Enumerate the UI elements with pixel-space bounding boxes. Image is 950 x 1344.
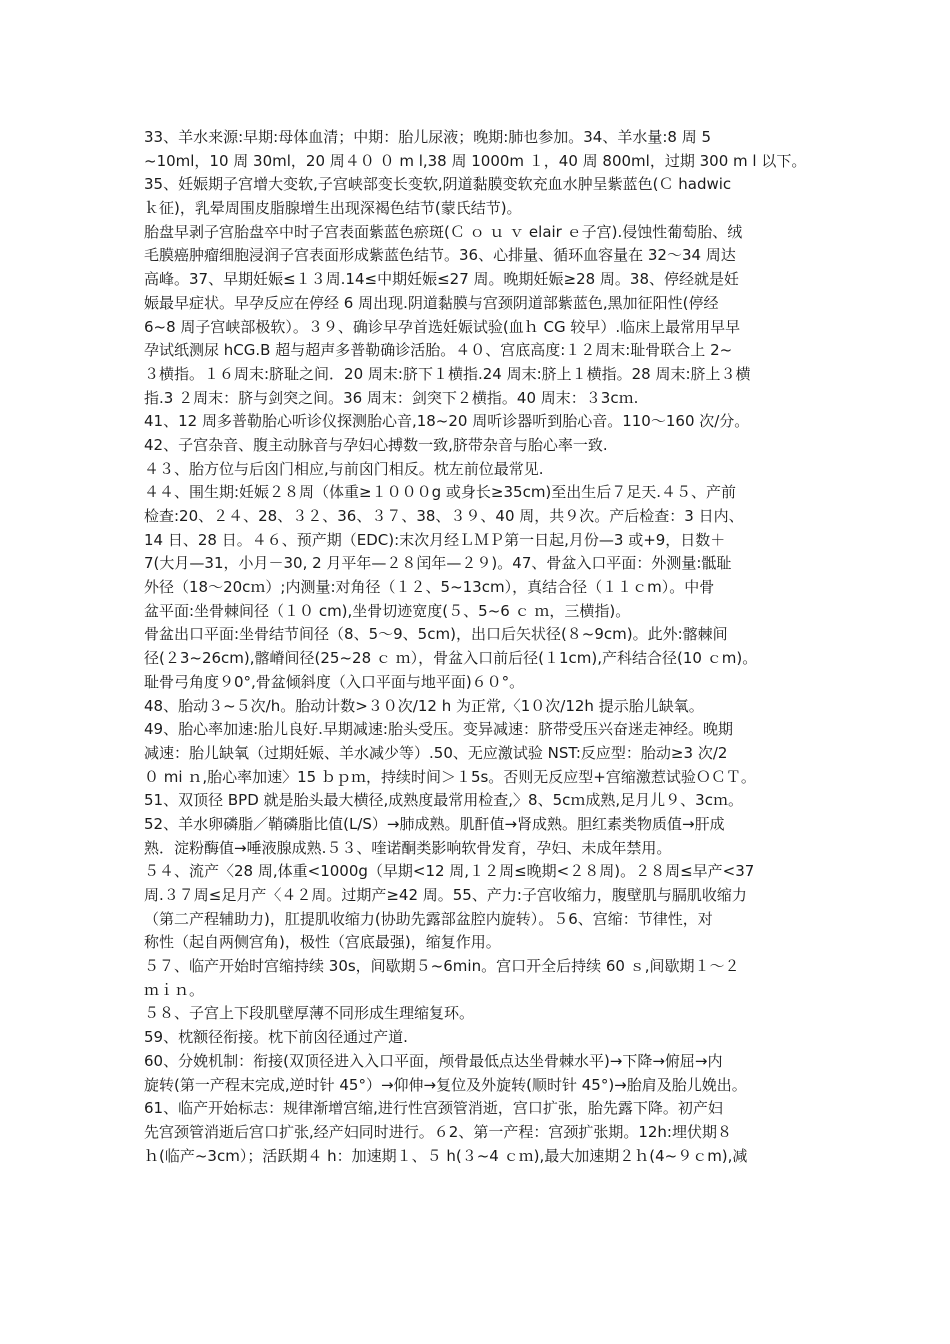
- text-line: 周.３７周≤足月产〈４２周。过期产≥42 周。55、产力:子宫收缩力，腹壁肌与膈肌收缩力: [144, 886, 747, 904]
- text-line: 41、12 周多普勒胎心听诊仪探测胎心音,18~20 周听诊器听到胎心音。110～160 次/分。: [144, 412, 750, 431]
- text-line: 59、枕额径衔接。枕下前囟径通过产道.: [144, 1028, 408, 1047]
- text-line: 骨盆出口平面:坐骨结节间径（8、5～9、5cm)，出口后矢状径(８~9cm)。此外:髂棘间: [144, 625, 728, 644]
- text-line: 娠最早症状。早孕反应在停经 6 周出现.阴道黏膜与宫颈阴道部紫蓝色,黑加征阳性(停经: [144, 293, 719, 312]
- text-line: 耻骨弓角度９0°,骨盆倾斜度（入口平面与地平面)６０°。: [144, 672, 525, 691]
- text-line: 33、羊水来源:早期:母体血清；中期：胎儿尿液；晚期:肺也参加。34、羊水量:8 周 5: [144, 128, 712, 146]
- text-line: 孕试纸测尿 hCG.B 超与超声多普勒确诊活胎。４０、宫底高度:１２周末:耻骨联合上 2~: [144, 341, 733, 360]
- text-line: ３横指。１６周末:脐耻之间．20 周末:脐下１横指.24 周末:脐上１横指。28 周末:脐上３横: [144, 364, 751, 383]
- text-line: ５８、子宫上下段肌壁厚薄不同形成生理缩复环。: [144, 1004, 475, 1023]
- text-line: 指.3 ２周末：脐与剑突之间。36 周末：剑突下２横指。40 周末：３3cｍ.: [144, 388, 639, 407]
- text-line: ４４、围生期:妊娠２８周（体重≥１０００g 或身长≥35cm)至出生后７足天.４５、产前: [144, 483, 737, 502]
- text-line: ４３、胎方位与后囟门相应,与前囟门相反。枕左前位最常见.: [144, 459, 544, 478]
- text-line: ０ mi ｎ,胎心率加速〉15 ｂｐｍ，持续时间＞１5s。否则无反应型+宫缩激惹试验ＯＣＴ。: [144, 767, 756, 786]
- text-line: 检查:20、２４、28、３２、36、３７、38、３９、40 周，共９次。产后检查：3 日内、: [144, 507, 744, 525]
- text-line: 称性（起自两侧宫角)，极性（宫底最强)，缩复作用。: [144, 933, 501, 952]
- text-line: 先宫颈管消逝后宫口扩张,经产妇同时进行。６2、第一产程：宫颈扩张期。12h:埋伏期８: [144, 1122, 732, 1141]
- text-line: 61、临产开始标志：规律渐增宫缩,进行性宫颈管消逝，宫口扩张，胎先露下降。初产妇: [144, 1099, 723, 1118]
- text-line: 高峰。37、早期妊娠≤１３周.14≤中期妊娠≤27 周。晚期妊娠≥28 周。38、停经就是妊: [144, 270, 740, 289]
- text-line: ５７、临产开始时宫缩持续 30s，间歇期５~6min。宫口开全后持续 60 ｓ,间歇期１～２: [144, 957, 740, 976]
- text-line: 旋转(第一产程末完成,逆时针 45°）→仰伸→复位及外旋转(顺时针 45°)→胎肩及胎儿娩出。: [144, 1075, 747, 1094]
- text-line: ｈ(临产~3cm）；活跃期４ h：加速期１、５ h(３~4 ｃｍ),最大加速期２ｈ(4~９ｃm),减: [144, 1146, 748, 1165]
- text-line: 6~8 周子宫峡部极软）。３９、确诊早孕首选妊娠试验(血ｈ CG 较早）.临床上最常用早早: [144, 317, 741, 336]
- text-line: 51、双顶径 BPD 就是胎头最大横径,成熟度最常用检查,〉8、5cｍ成熟,足月儿９、3cｍ。: [144, 791, 743, 810]
- text-line: 毛膜癌肿瘤细胞浸润子宫表面形成紫蓝色结节。36、心排量、循环血容量在 32～34 周达: [144, 246, 736, 265]
- text-line: 减速：胎儿缺氧（过期妊娠、羊水减少等）.50、无应激试验 NST:反应型：胎动≥3 次/2: [144, 743, 728, 762]
- text-line: 48、胎动３~５次/h。胎动计数>３０次/12 h 为正常,〈1０次/12h 提示胎儿缺氧。: [144, 696, 704, 715]
- text-line: 42、子宫杂音、腹主动脉音与孕妇心搏数一致,脐带杂音与胎心率一致.: [144, 435, 608, 454]
- text-line: ｍｉｎ。: [144, 980, 205, 999]
- text-line: 7(大月—31，小月－30, 2 月平年—２８闰年—２９)。47、骨盆入口平面：外测量:骶耻: [144, 554, 732, 573]
- text-line: ５４、流产〈28 周,体重<1000g（早期<12 周,１２周≤晚期<２８周)。２８周≤早产<37: [144, 862, 755, 881]
- text-line: 49、胎心率加速:胎儿良好.早期减速:胎头受压。变异减速：脐带受压兴奋迷走神经。晚期: [144, 720, 733, 739]
- text-line: 外径（18～20cｍ）;内测量:对角径（１２、5~13cm），真结合径（１１ｃm）。中骨: [144, 578, 715, 597]
- text-line: 35、妊娠期子宫增大变软,子宫峡部变长变软,阴道黏膜变软充血水肿呈紫蓝色(Ｃ hadwic: [144, 175, 732, 194]
- text-line: 60、分娩机制：衔接(双顶径进入入口平面，颅骨最低点达坐骨棘水平)→下降→俯屈→内: [144, 1051, 723, 1070]
- text-line: ｋ征)，乳晕周围皮脂腺增生出现深褐色结节(蒙氏结节)。: [144, 199, 522, 218]
- text-line: 径(２3~26cm),髂嵴间径(25~28 ｃ ｍ），骨盆入口前后径(１1cm),产科结合径(10 ｃm)。: [144, 649, 758, 668]
- text-line: 盆平面:坐骨棘间径（１０ cm),坐骨切迹宽度(５、5~6 ｃ ｍ，三横指)。: [144, 601, 631, 620]
- text-line: 熟．淀粉酶值→唾液腺成熟.５３、喹诺酮类影响软骨发育，孕妇、未成年禁用。: [144, 838, 672, 857]
- text-line: 胎盘早剥子宫胎盘卒中时子宫表面紫蓝色瘀斑(Ｃ ｏ ｕ ｖ elair ｅ子宫).侵蚀性葡萄胎、绒: [144, 222, 743, 241]
- text-line: ~10ml，10 周 30ml，20 周４０ ０ m l,38 周 1000m １，40 周 800ml，过期 300 m l 以下。: [144, 151, 807, 170]
- document-text: [144, 126, 824, 1168]
- text-line: 52、羊水卵磷脂／鞘磷脂比值(L/S）→肺成熟。肌酐值→肾成熟。胆红素类物质值→肝成: [144, 814, 725, 833]
- text-line: （第二产程辅助力)，肛提肌收缩力(协助先露部盆腔内旋转）。５6、宫缩：节律性，对: [144, 909, 713, 928]
- text-line: 14 日、28 日。４６、预产期（EDC):末次月经ＬＭＰ第一日起,月份—3 或+9，日数＋: [144, 530, 726, 549]
